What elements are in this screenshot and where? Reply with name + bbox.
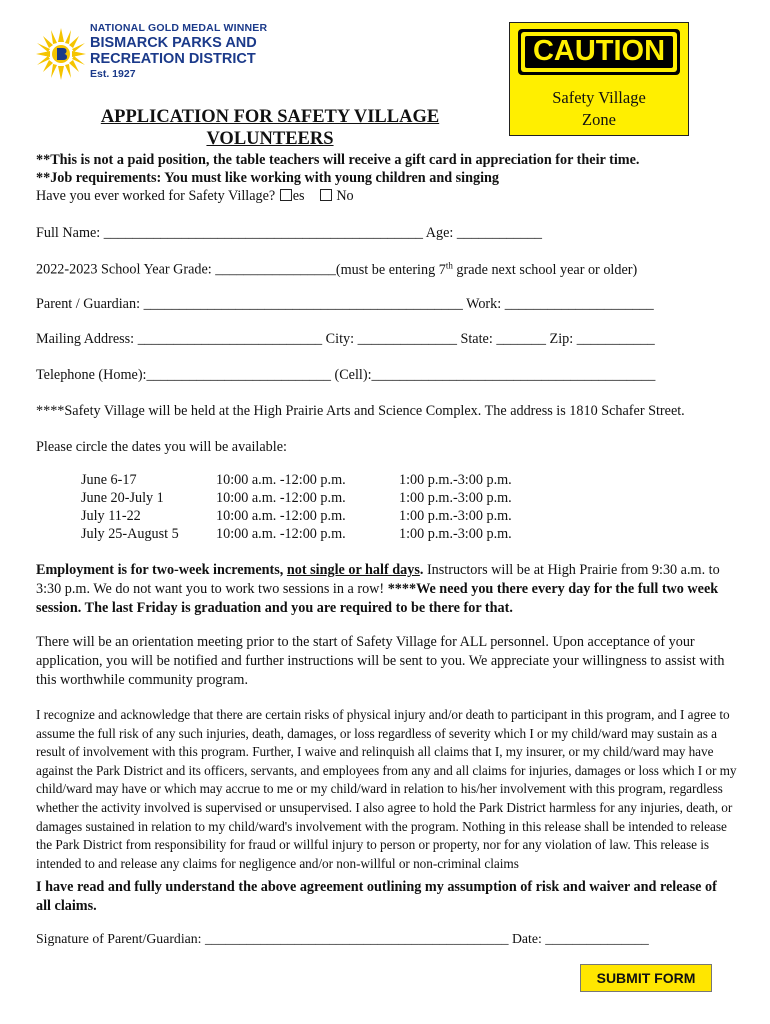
afternoon-session[interactable]: 1:00 p.m.-3:00 p.m. (399, 526, 512, 542)
work-field[interactable]: _____________________ (504, 296, 654, 312)
caution-sign-text: CAUTION (525, 36, 673, 68)
address-row (36, 331, 655, 348)
morning-session[interactable]: 10:00 a.m. -12:00 p.m. (216, 472, 346, 488)
employment-paragraph: Employment is for two-week increments, not single or half days. Instructors will be at High Prairie from 9:30 a.m. to 3:30 p.m. We do not want you to work two sessions in a row! ****We need you there every day for the full two week session. The last Friday is graduation and you are required to be there for that. (36, 562, 720, 616)
morning-session[interactable]: 10:00 a.m. -12:00 p.m. (216, 490, 346, 506)
grade-note: (must be entering 7th grade next school year or older) (335, 260, 638, 278)
date-field[interactable]: _______________ (545, 931, 649, 946)
not-single-days-emphasis: not single or half days (286, 562, 420, 578)
logo-name-line2: RECREATION DISTRICT (90, 51, 256, 67)
caution-zone-line2: Zone (582, 110, 616, 129)
parent-field[interactable]: _____________________________________________ (143, 296, 463, 312)
work-label: Work: (462, 296, 505, 312)
date-range: July 11-22 (81, 508, 141, 524)
morning-session[interactable]: 10:00 a.m. -12:00 p.m. (216, 508, 346, 524)
grade-row (36, 260, 637, 279)
signature-label: Signature of Parent/Guardian: (36, 931, 205, 946)
grade-field[interactable]: _________________ (215, 261, 336, 278)
yes-checkbox[interactable] (280, 189, 292, 201)
date-range: June 20-July 1 (81, 490, 164, 506)
waiver-acknowledgement: I have read and fully understand the above agreement outlining my assumption of risk and waiver and release of all claims. (36, 879, 717, 914)
full-name-field[interactable]: _____________________________________________ (103, 225, 423, 241)
caution-box (509, 22, 689, 136)
age-label: Age: (423, 225, 457, 241)
caution-sign (518, 29, 680, 75)
home-phone-field[interactable]: __________________________ (146, 367, 331, 383)
home-phone-label: Telephone (Home): (36, 367, 147, 383)
cell-phone-field[interactable]: ________________________________________ (371, 367, 656, 383)
location-note: ****Safety Village will be held at the High Prairie Arts and Science Complex. The address is 1810 Schafer Street. (36, 403, 685, 419)
afternoon-session[interactable]: 1:00 p.m.-3:00 p.m. (399, 472, 512, 488)
full-name-row (36, 225, 542, 242)
zip-label: Zip: (545, 331, 577, 347)
yes-label: es (292, 188, 305, 204)
waiver-text: I recognize and acknowledge that there are certain risks of physical injury and/or death to participant in this program, and I agree to assume the full risk of any such injuries, death, damages, or loss regardless of severity which I or my child/ward may sustain as a result of involvement with this program. Further, I waive and relinquish all claims that I, my insurer, or my child/ward may have against the Park District and its officers, servants, and employees from any and all claims for injuries, damages or loss which I or my child/ward may have or which may accrue to me or my child/ward in relation to his/her involvement with this program, regardless whether the activity involved is supervised or unsupervised. I also agree to hold the Park District harmless for any injuries, death, or damages sustained in relation to my child/ward's involvement with the program. Nothing in this release shall be intended to release the Park District from responsibility for fraud or willful injury to person or property, nor for any violation of law. This release is intended to and release any claims for negligence and/or non-willful or non-criminal claims (36, 707, 737, 871)
grade-label: 2022-2023 School Year Grade: (36, 261, 216, 278)
mailing-address-field[interactable]: __________________________ (137, 331, 323, 347)
sun-burst-logo-icon (36, 28, 86, 80)
zip-field[interactable]: ___________ (576, 331, 655, 347)
cell-phone-label: (Cell): (330, 367, 372, 383)
caution-zone-label (510, 87, 688, 131)
submit-form-button[interactable]: SUBMIT FORM (580, 964, 712, 992)
logo-award-text: NATIONAL GOLD MEDAL WINNER (90, 22, 268, 34)
city-label: City: (322, 331, 358, 347)
circle-dates-prompt: Please circle the dates you will be available: (36, 439, 287, 455)
date-range: June 6-17 (81, 472, 137, 488)
date-range: July 25-August 5 (81, 526, 179, 542)
no-label: No (336, 188, 354, 204)
worked-before-label: Have you ever worked for Safety Village? (36, 188, 279, 204)
district-logo (36, 22, 276, 84)
age-field[interactable]: ____________ (456, 225, 543, 241)
afternoon-session[interactable]: 1:00 p.m.-3:00 p.m. (399, 490, 512, 506)
logo-name-line1: BISMARCK PARKS AND (90, 35, 257, 51)
telephone-row (36, 367, 655, 384)
city-field[interactable]: ______________ (357, 331, 457, 347)
state-field[interactable]: _______ (496, 331, 546, 347)
signature-field[interactable]: ____________________________________________ (204, 931, 509, 946)
morning-session[interactable]: 10:00 a.m. -12:00 p.m. (216, 526, 346, 542)
logo-established: Est. 1927 (90, 68, 136, 80)
page-title (60, 106, 480, 150)
worked-before-question (36, 188, 354, 205)
paid-note: **This is not a paid position, the table teachers will receive a gift card in appreciation for their time. (36, 152, 640, 168)
date-label: Date: (508, 931, 546, 946)
signature-row (36, 931, 649, 947)
mailing-address-label: Mailing Address: (36, 331, 138, 347)
page-title-line2: VOLUNTEERS (206, 129, 334, 149)
state-label: State: (456, 331, 497, 347)
page-title-line1: APPLICATION FOR SAFETY VILLAGE (100, 107, 440, 127)
no-checkbox[interactable] (320, 189, 332, 201)
parent-label: Parent / Guardian: (36, 296, 144, 312)
afternoon-session[interactable]: 1:00 p.m.-3:00 p.m. (399, 508, 512, 524)
full-name-label: Full Name: (36, 225, 104, 241)
parent-row (36, 296, 654, 313)
orientation-paragraph: There will be an orientation meeting prior to the start of Safety Village for ALL personnel. Upon acceptance of your application, you will be notified and further instructions will be sent to you. We appreciate your willingness to assist with this worthwhile community program. (36, 634, 725, 688)
job-requirements: **Job requirements: You must like working with young children and singing (36, 170, 500, 186)
caution-zone-line1: Safety Village (552, 88, 646, 107)
